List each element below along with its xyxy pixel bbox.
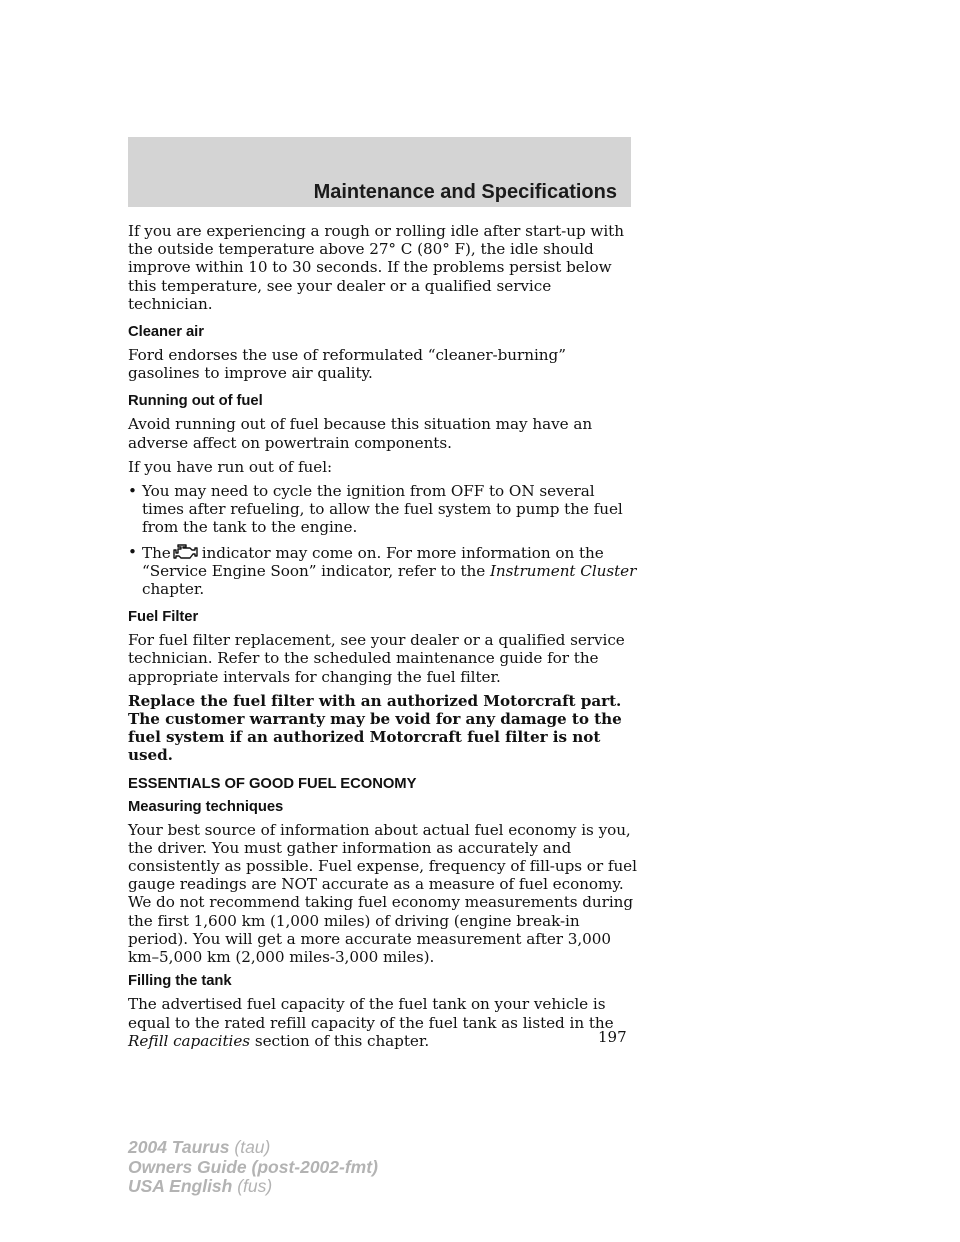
- intro-paragraph: If you are experiencing a rough or rolling idle after start-up with the outside temperature above 27° C (80° F), the idle should improve within 10 to 30 seconds. If the problems persist below this temperature, see your dealer or a qualified service technician.: [128, 222, 624, 313]
- running-out-paragraph: Avoid running out of fuel because this situation may have an adverse affect on powertrain components.: [128, 415, 593, 452]
- cross-reference-refill-capacities: Refill capacities: [128, 1031, 251, 1050]
- section-title: Maintenance and Specifications: [313, 181, 617, 203]
- cross-reference-instrument-cluster: Instrument Cluster: [489, 561, 637, 580]
- fuel-filter-paragraph: For fuel filter replacement, see your dealer or a qualified service technician. Refer to the scheduled maintenance guide for the appropriate intervals for changing the fuel filter.: [128, 631, 625, 686]
- filling-text-start: The advertised fuel capacity of the fuel tank on your vehicle is equal to the rated refill capacity of the fuel tank as listed in the: [128, 995, 614, 1032]
- footer-language: USA English: [128, 1176, 233, 1196]
- bullet-text-end: chapter.: [142, 580, 205, 599]
- measuring-paragraph: Your best source of information about actual fuel economy is you, the driver. You must gather information as accurately and consistently as possible. Fuel expense, frequency of fill-ups or fuel gauge readings are NOT accurate as a measure of fuel economy. We do not recommend taking fuel economy measurements during the first 1,600 km (1,000 miles) of driving (engine break-in period). You will get a more accurate measurement after 3,000 km–5,000 km (2,000 miles-3,000 miles).: [128, 820, 637, 967]
- engine-icon: [172, 543, 200, 561]
- heading-running-out-of-fuel: Running out of fuel: [128, 393, 263, 410]
- bullet-dot: •: [128, 542, 137, 561]
- fuel-filter-warning: Replace the fuel filter with an authorized Motorcraft part. The customer warranty may be void for any damage to the fuel system if an authorized Motorcraft fuel filter is not used.: [128, 691, 622, 765]
- filling-text-end: section of this chapter.: [254, 1031, 430, 1050]
- heading-fuel-filter: Fuel Filter: [128, 609, 199, 626]
- footer-line-2: Owners Guide (post-2002-fmt): [128, 1156, 378, 1177]
- footer-language-code: (fus): [237, 1176, 273, 1196]
- heading-cleaner-air: Cleaner air: [128, 324, 204, 341]
- heading-essentials: ESSENTIALS OF GOOD FUEL ECONOMY: [128, 775, 417, 792]
- list-item: [128, 543, 638, 599]
- footer-line-1: [128, 1138, 378, 1158]
- heading-filling-the-tank: Filling the tank: [128, 973, 232, 990]
- page-content: [128, 222, 638, 1056]
- footer-line-3: [128, 1177, 378, 1197]
- bullet-text-start: The: [142, 543, 171, 562]
- filling-paragraph: [128, 995, 638, 1050]
- heading-measuring-techniques: Measuring techniques: [128, 798, 284, 815]
- footer: [128, 1138, 378, 1197]
- page-number: 197: [598, 1028, 627, 1046]
- bullet-text-middle: indicator may come on. For more information on the “Service Engine Soon” indicator, refer to the: [142, 543, 604, 580]
- footer-model-code: (tau): [234, 1137, 271, 1157]
- cleaner-air-paragraph: Ford endorses the use of reformulated “cleaner-burning” gasolines to improve air quality.: [128, 346, 566, 383]
- bullet-dot: •: [128, 482, 137, 501]
- footer-model: 2004 Taurus: [128, 1137, 230, 1157]
- list-item: [128, 482, 638, 537]
- header-band: [128, 137, 631, 207]
- bullet-text: You may need to cycle the ignition from OFF to ON several times after refueling, to allow the fuel system to pump the fuel from the tank to the engine.: [142, 482, 623, 537]
- running-out-lead: If you have run out of fuel:: [128, 457, 333, 476]
